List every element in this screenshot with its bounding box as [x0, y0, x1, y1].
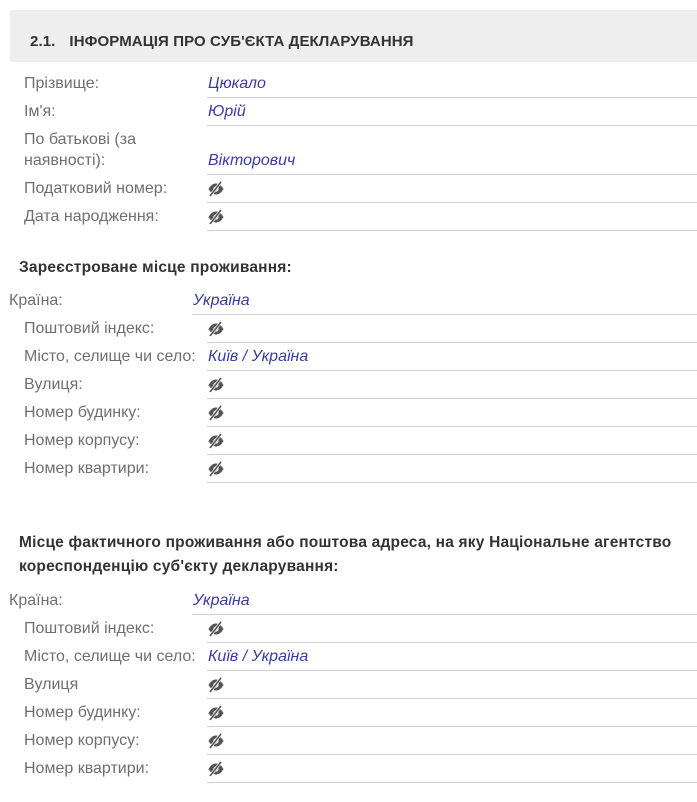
eye-slash-icon: [207, 405, 225, 421]
divider: [207, 174, 697, 175]
registered-residence-title: Зареєстроване місце проживання:: [19, 259, 292, 276]
patronymic-label-line2: наявності):: [24, 152, 106, 169]
divider: [207, 726, 697, 727]
eye-slash-icon: [207, 677, 225, 693]
patronymic-value: Вікторович: [208, 152, 296, 169]
city-value: Київ / Україна: [208, 648, 309, 665]
country-label: Країна:: [9, 292, 63, 309]
divider: [207, 642, 697, 643]
eye-slash-icon: [207, 761, 225, 777]
building-number-label: Номер корпусу:: [24, 732, 140, 749]
birth-date-label: Дата народження:: [24, 208, 159, 225]
divider: [207, 670, 697, 671]
divider: [207, 398, 697, 399]
apartment-number-label: Номер квартири:: [24, 760, 150, 777]
apartment-number-label: Номер квартири:: [24, 460, 150, 477]
postal-code-label: Поштовий індекс:: [24, 320, 155, 337]
name-value: Юрій: [208, 103, 246, 120]
street-label: Вулиця:: [24, 376, 83, 393]
city-label: Місто, селище чи село:: [24, 648, 196, 665]
divider: [207, 754, 697, 755]
divider: [207, 230, 697, 231]
eye-slash-icon: [207, 181, 225, 197]
house-number-label: Номер будинку:: [24, 404, 141, 421]
divider: [192, 614, 697, 615]
eye-slash-icon: [207, 461, 225, 477]
eye-slash-icon: [207, 209, 225, 225]
eye-slash-icon: [207, 377, 225, 393]
section-number: 2.1.: [30, 33, 56, 50]
divider: [207, 370, 697, 371]
surname-value: Цюкало: [208, 75, 266, 92]
divider: [192, 314, 697, 315]
actual-residence-title-line2: кореспонденцію суб'єкту декларування:: [19, 558, 339, 575]
country-value: Україна: [193, 592, 250, 609]
divider: [207, 782, 697, 783]
surname-label: Прізвище:: [24, 75, 100, 92]
divider: [207, 342, 697, 343]
postal-code-label: Поштовий індекс:: [24, 620, 155, 637]
street-label: Вулиця: [24, 676, 79, 693]
house-number-label: Номер будинку:: [24, 704, 141, 721]
divider: [207, 202, 697, 203]
divider: [207, 454, 697, 455]
building-number-label: Номер корпусу:: [24, 432, 140, 449]
eye-slash-icon: [207, 321, 225, 337]
divider: [207, 482, 697, 483]
city-value: Київ / Україна: [208, 348, 309, 365]
actual-residence-title-line1: Місце фактичного проживання або поштова адреса, на яку Національне агентство: [19, 534, 672, 551]
eye-slash-icon: [207, 705, 225, 721]
divider: [207, 97, 697, 98]
section-title: [30, 33, 414, 50]
country-label: Країна:: [9, 592, 63, 609]
section-heading: ІНФОРМАЦІЯ ПРО СУБ'ЄКТА ДЕКЛАРУВАННЯ: [69, 33, 414, 50]
tax-number-label: Податковий номер:: [24, 180, 168, 197]
divider: [207, 698, 697, 699]
city-label: Місто, селище чи село:: [24, 348, 196, 365]
eye-slash-icon: [207, 433, 225, 449]
divider: [207, 125, 697, 126]
eye-slash-icon: [207, 621, 225, 637]
patronymic-label-line1: По батькові (за: [24, 131, 136, 148]
name-label: Ім'я:: [24, 103, 56, 120]
country-value: Україна: [193, 292, 250, 309]
eye-slash-icon: [207, 733, 225, 749]
divider: [207, 426, 697, 427]
